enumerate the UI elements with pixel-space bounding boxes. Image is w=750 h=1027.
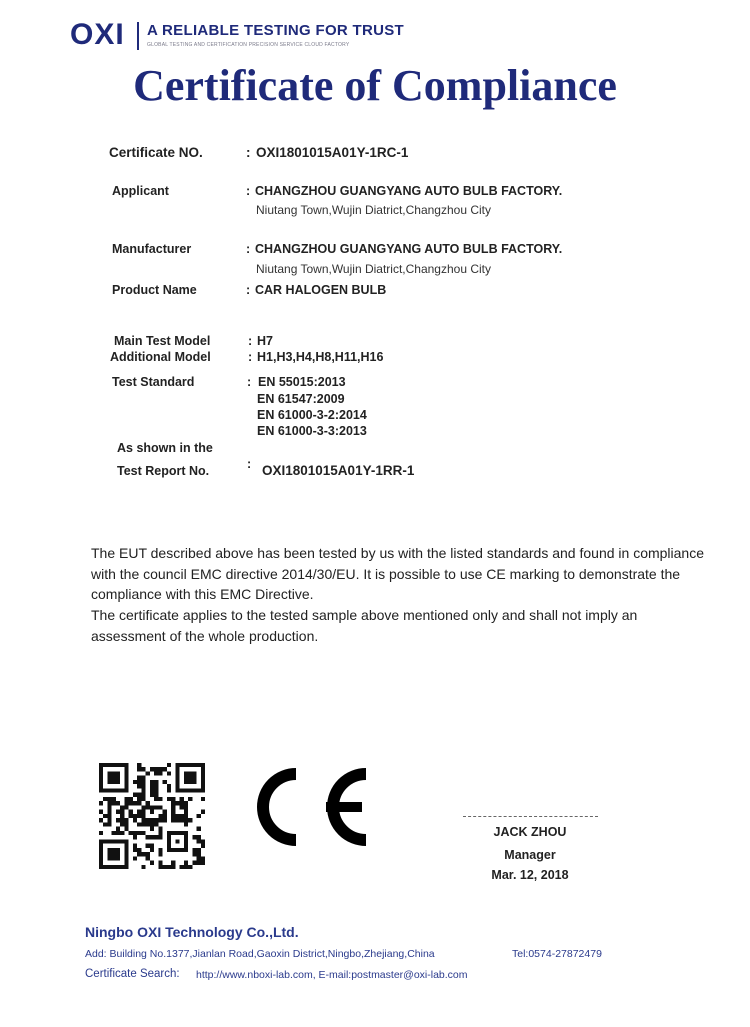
- main-test-model-value: H7: [257, 334, 273, 348]
- tagline: A RELIABLE TESTING FOR TRUST: [147, 22, 405, 39]
- main-test-model-label: Main Test Model: [114, 334, 211, 348]
- colon: :: [246, 242, 251, 256]
- test-report-label-line1: As shown in the: [117, 441, 213, 455]
- test-standard-item: EN 61547:2009: [257, 392, 345, 406]
- test-report-label-line2: Test Report No.: [117, 464, 210, 478]
- footer-tel: Tel:0574-27872479: [512, 948, 602, 960]
- certificate-no-label: Certificate NO.: [109, 145, 203, 160]
- product-name-value: CAR HALOGEN BULB: [255, 283, 387, 297]
- footer-search-value[interactable]: http://www.nboxi-lab.com, E-mail:postmaster@oxi-lab.com: [196, 969, 468, 981]
- additional-model-label: Additional Model: [110, 350, 211, 364]
- statement-paragraph: The EUT described above has been tested by us with the listed standards and found in compliance with the council EMC directive 2014/30/EU. It is possible to use CE marking to demonstrate the compliance with this EMC Directive.: [91, 545, 705, 603]
- test-standard-item: EN 61000-3-2:2014: [257, 408, 367, 422]
- signature-date: Mar. 12, 2018: [491, 868, 569, 882]
- test-standard-item: EN 61000-3-3:2013: [257, 424, 367, 438]
- manufacturer-address: Niutang Town,Wujin Diatrict,Changzhou City: [256, 262, 492, 276]
- signatory-name: JACK ZHOU: [493, 825, 567, 839]
- footer-company: Ningbo OXI Technology Co.,Ltd.: [85, 924, 299, 940]
- signature-line: [463, 816, 598, 817]
- product-name-label: Product Name: [112, 283, 197, 297]
- certificate-no-value: OXI1801015A01Y-1RC-1: [256, 145, 409, 160]
- colon: :: [247, 457, 252, 471]
- manufacturer-name: CHANGZHOU GUANGYANG AUTO BULB FACTORY.: [255, 242, 563, 256]
- test-standard-item: EN 55015:2013: [258, 375, 346, 389]
- qr-code-icon: [99, 763, 205, 869]
- applicant-address: Niutang Town,Wujin Diatrict,Changzhou City: [256, 203, 492, 217]
- colon: :: [248, 350, 253, 364]
- test-report-value: OXI1801015A01Y-1RR-1: [262, 463, 415, 478]
- footer-address: Add: Building No.1377,Jianlan Road,Gaoxin District,Ningbo,Zhejiang,China: [85, 948, 435, 960]
- footer-search-label: Certificate Search:: [85, 968, 180, 980]
- additional-model-value: H1,H3,H4,H8,H11,H16: [257, 350, 384, 364]
- colon: :: [247, 375, 252, 389]
- test-standard-label: Test Standard: [112, 375, 195, 389]
- statement-paragraph: The certificate applies to the tested sample above mentioned only and shall not imply an assessment of the whole production.: [91, 607, 638, 644]
- colon: :: [246, 145, 251, 160]
- applicant-name: CHANGZHOU GUANGYANG AUTO BULB FACTORY.: [255, 184, 563, 198]
- colon: :: [246, 184, 251, 198]
- certificate-title: Certificate of Compliance: [133, 61, 617, 110]
- colon: :: [248, 334, 253, 348]
- logo-divider: [137, 22, 139, 50]
- signatory-title: Manager: [504, 848, 556, 862]
- compliance-statement: [91, 543, 711, 647]
- ce-mark-icon: [240, 762, 372, 852]
- company-logo: OXI: [70, 18, 125, 51]
- colon: :: [246, 283, 251, 297]
- applicant-label: Applicant: [112, 184, 169, 198]
- sub-tagline: GLOBAL TESTING AND CERTIFICATION PRECISION SERVICE CLOUD FACTORY: [147, 42, 350, 48]
- manufacturer-label: Manufacturer: [112, 242, 192, 256]
